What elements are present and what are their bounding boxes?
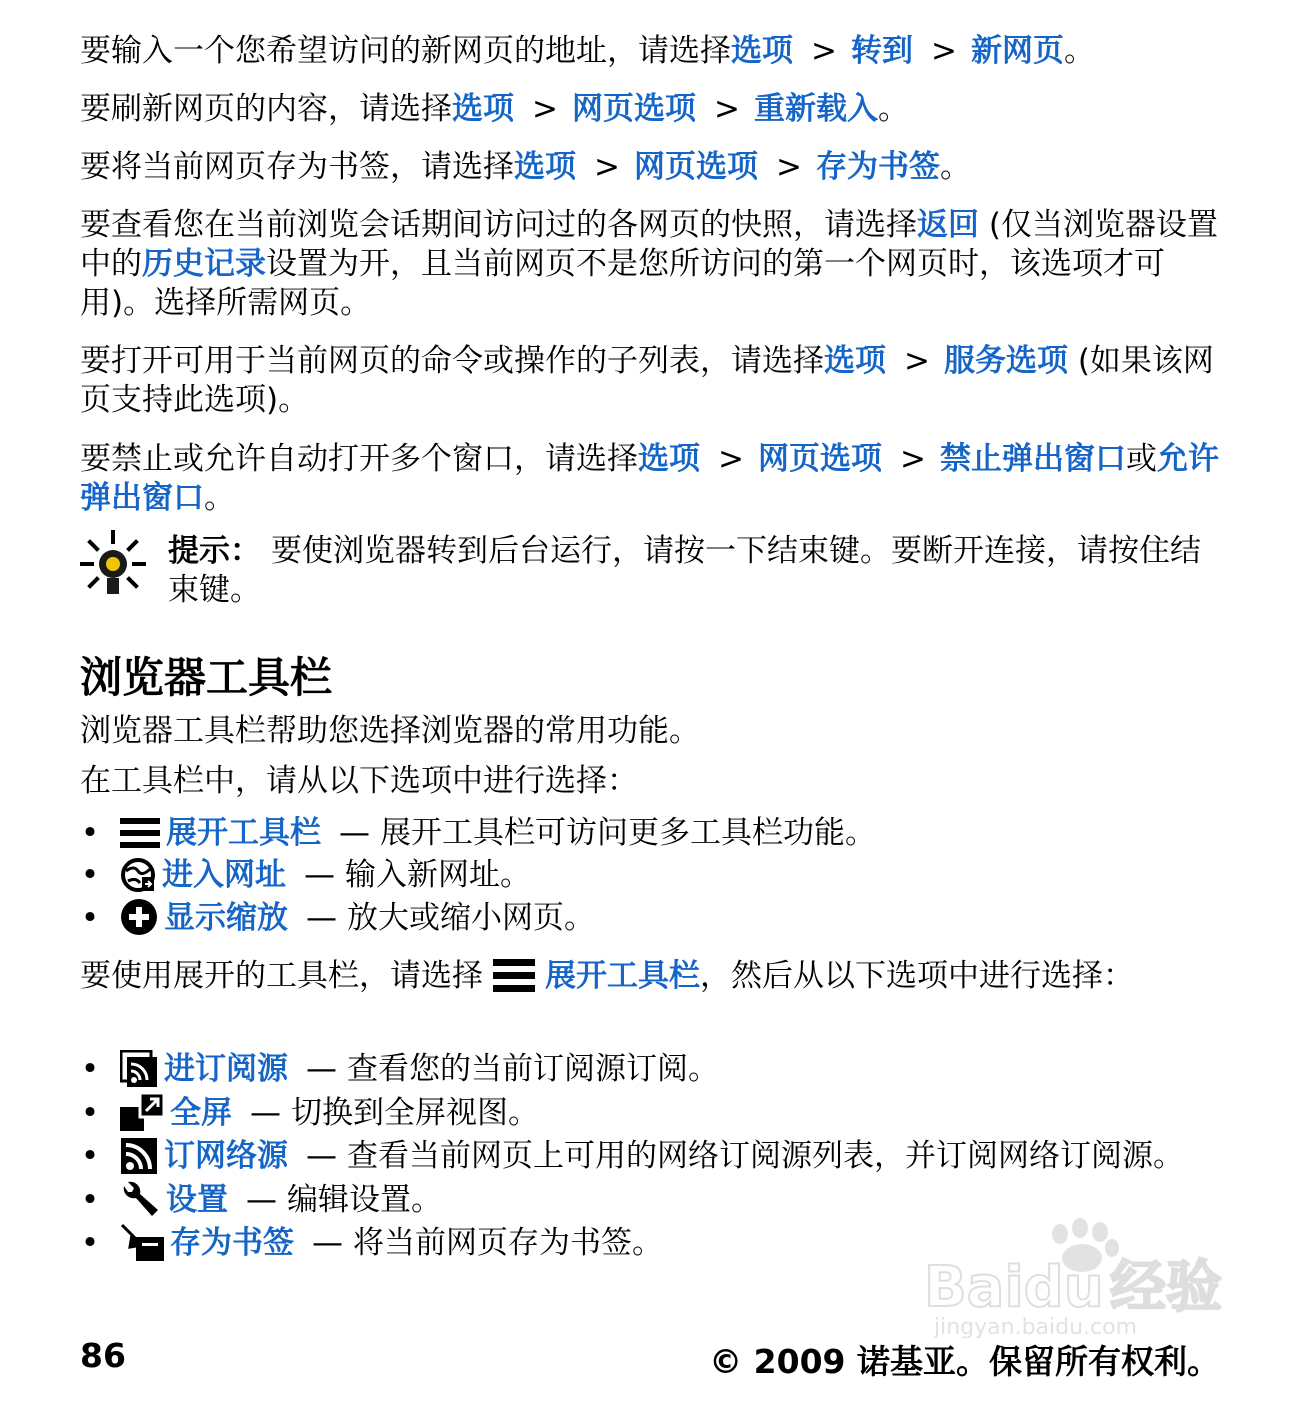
- dash: —: [312, 1225, 343, 1261]
- wrench-icon: [120, 1180, 160, 1218]
- link-options: 选项: [514, 149, 576, 185]
- list-item: [80, 1179, 1230, 1223]
- list-item: [80, 1135, 1230, 1179]
- paragraph-popups: [80, 440, 1230, 518]
- dash: —: [246, 1181, 277, 1218]
- watermark-suffix: 经验: [1110, 1255, 1222, 1320]
- separator: >: [718, 441, 744, 477]
- expanded-toolbar-lead: [80, 955, 1230, 999]
- paragraph-text: 要输入一个您希望访问的新网页的地址，请选择: [80, 33, 731, 69]
- link-go-to-address: 进入网址: [162, 857, 286, 893]
- link-expand-toolbar: 展开工具栏: [545, 958, 700, 994]
- bullet: •: [80, 1138, 100, 1174]
- period: 。: [204, 480, 235, 516]
- bullet: •: [80, 899, 100, 936]
- separator: >: [775, 149, 802, 185]
- link-back: 返回: [917, 207, 979, 243]
- item-description: 查看当前网页上可用的网络订阅源列表，并订阅网络订阅源。: [347, 1138, 1184, 1174]
- dash: —: [306, 1051, 337, 1087]
- paragraph-new-page: [80, 32, 1230, 71]
- link-history: 历史记录: [142, 246, 266, 282]
- link-reload: 重新载入: [753, 91, 878, 127]
- paragraph-text: 要打开可用于当前网页的命令或操作的子列表，请选择: [80, 343, 824, 379]
- separator: >: [930, 33, 957, 69]
- paragraph-text: 要刷新网页的内容，请选择: [80, 91, 452, 127]
- paragraph-text: 设置为开，且当前网页不是您所访问的第一个网页时，该选项才可用)。选择所需网页。: [80, 246, 1165, 321]
- dash: —: [304, 857, 335, 893]
- item-description: 输入新网址。: [345, 857, 531, 893]
- zoom-icon: [120, 898, 158, 936]
- link-page-options: 网页选项: [571, 91, 696, 127]
- dash: —: [250, 1094, 281, 1131]
- bullet: •: [80, 857, 100, 893]
- separator: >: [713, 91, 740, 127]
- dash: —: [339, 815, 370, 851]
- paragraph-text: 要禁止或允许自动打开多个窗口，请选择: [80, 441, 638, 477]
- section-title: 浏览器工具栏: [80, 653, 333, 702]
- link-new-page: 新网页: [970, 33, 1064, 69]
- lightbulb-icon: [80, 530, 146, 600]
- go-to-address-icon: [120, 857, 156, 893]
- link-page-options: 网页选项: [757, 441, 882, 477]
- expand-toolbar-icon: [493, 957, 535, 993]
- separator: >: [811, 33, 837, 69]
- paragraph-text: (如果该网页支持此选项)。: [80, 343, 1214, 418]
- separator: >: [532, 91, 558, 127]
- link-go-to: 转到: [850, 33, 913, 69]
- link-options: 选项: [824, 343, 886, 379]
- separator: >: [594, 149, 620, 185]
- tip-text: [168, 532, 1228, 610]
- link-feeds: 进订阅源: [164, 1051, 288, 1087]
- separator: >: [904, 343, 930, 379]
- list-item: [80, 897, 1230, 941]
- link-fullscreen: 全屏: [170, 1094, 232, 1131]
- dash: —: [306, 899, 337, 936]
- item-description: 展开工具栏可访问更多工具栏功能。: [380, 815, 876, 851]
- link-save-bookmark: 存为书签: [170, 1225, 294, 1261]
- link-service-options: 服务选项: [943, 343, 1068, 379]
- bullet: •: [80, 1225, 100, 1261]
- paragraph-text: (仅当浏览器设置中的: [80, 207, 1218, 282]
- tip-body: 要使浏览器转到后台运行，请按一下结束键。要断开连接，请按住结束键。: [168, 533, 1201, 608]
- link-web-feeds: 订网络源: [164, 1138, 288, 1174]
- link-block-popups: 禁止弹出窗口: [939, 441, 1126, 477]
- link-options: 选项: [452, 91, 514, 127]
- copyright: © 2009 诺基亚。保留所有权利。: [709, 1342, 1220, 1381]
- paragraph-service-options: [80, 342, 1230, 420]
- link-expand-toolbar: 展开工具栏: [166, 815, 321, 851]
- item-description: 查看您的当前订阅源订阅。: [347, 1051, 719, 1087]
- link-allow-popups: 允许弹出窗口: [80, 441, 1219, 516]
- dash: —: [306, 1138, 337, 1174]
- item-description: 将当前网页存为书签。: [353, 1225, 663, 1261]
- item-description: 放大或缩小网页。: [347, 899, 595, 936]
- separator: >: [899, 441, 926, 477]
- bullet: •: [80, 1051, 100, 1087]
- list-item: [80, 812, 1230, 854]
- paragraph-text: 要将当前网页存为书签，请选择: [80, 149, 514, 185]
- list-item: [80, 854, 1230, 897]
- web-feeds-icon: [120, 1137, 158, 1175]
- link-zoom: 显示缩放: [164, 899, 288, 936]
- fullscreen-icon: [120, 1093, 164, 1131]
- toolbar-list: [80, 812, 1230, 940]
- link-page-options: 网页选项: [633, 149, 758, 185]
- list-item: [80, 1048, 1230, 1092]
- watermark-url: jingyan.baidu.com: [934, 1315, 1138, 1338]
- list-item: [80, 1092, 1230, 1136]
- bookmark-icon: [120, 1223, 164, 1263]
- paragraph-text: ，然后从以下选项中进行选择：: [700, 958, 1134, 994]
- link-settings: 设置: [166, 1181, 228, 1218]
- paragraph-bookmark: [80, 148, 1230, 187]
- link-options: 选项: [731, 33, 793, 69]
- link-options: 选项: [638, 441, 700, 477]
- paragraph-text: 要查看您在当前浏览会话期间访问过的各网页的快照，请选择: [80, 207, 917, 243]
- paragraph-history: [80, 206, 1230, 323]
- expand-toolbar-icon: [120, 816, 160, 850]
- section-lead: 在工具栏中，请从以下选项中进行选择：: [80, 763, 638, 799]
- bullet: •: [80, 815, 100, 851]
- bullet: •: [80, 1181, 100, 1218]
- item-description: 切换到全屏视图。: [291, 1094, 539, 1131]
- paragraph-text: 或: [1125, 441, 1157, 477]
- paragraph-reload: [80, 90, 1230, 129]
- watermark-brand: Baidu: [924, 1255, 1104, 1320]
- item-description: 编辑设置。: [287, 1181, 442, 1218]
- bullet: •: [80, 1094, 100, 1131]
- link-save-bookmark: 存为书签: [815, 149, 940, 185]
- baidu-watermark: [920, 1218, 1230, 1338]
- section-intro: 浏览器工具栏帮助您选择浏览器的常用功能。: [80, 713, 700, 749]
- paragraph-text: 要使用展开的工具栏，请选择: [80, 958, 483, 994]
- tip-label: 提示：: [168, 533, 261, 569]
- feeds-icon: [120, 1050, 158, 1088]
- period: 。: [877, 91, 909, 127]
- period: 。: [1063, 33, 1095, 69]
- page-number: 86: [80, 1336, 126, 1375]
- period: 。: [939, 149, 971, 185]
